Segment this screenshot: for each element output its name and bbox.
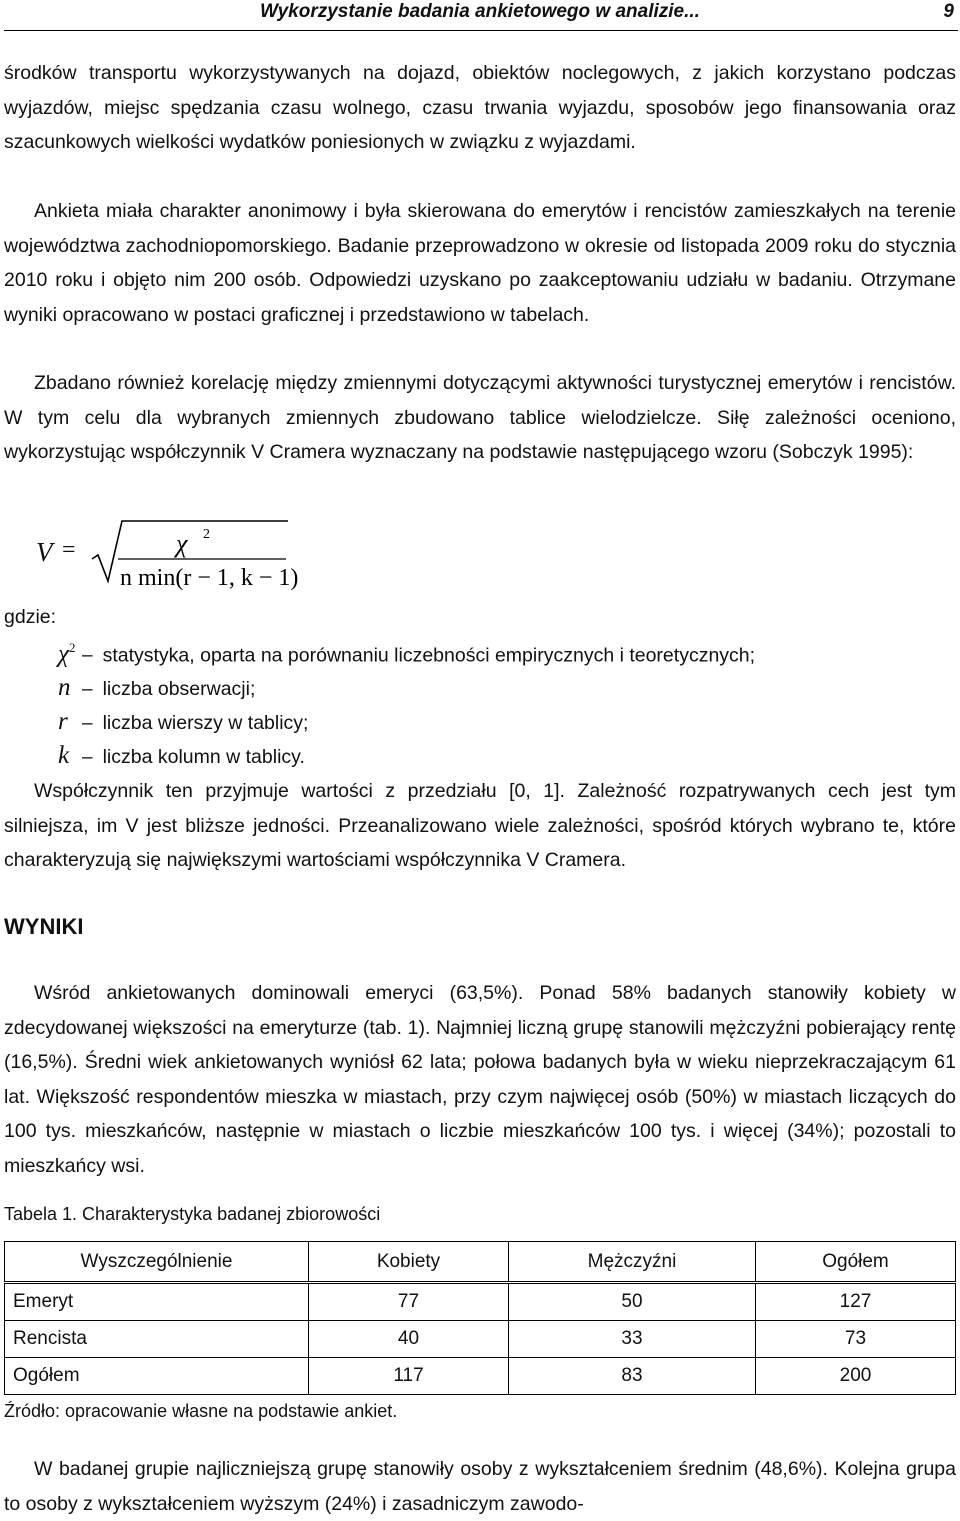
formula-denominator: n min(r − 1, k − 1)	[120, 565, 299, 591]
paragraph-results: Wśród ankietowanych dominowali emeryci (63,5%). Ponad 58% badanych stanowiły kobiety w zdecydowanej większości na emeryturze (tab. 1). Najmniej liczną grupę stanowili mężczyźni pobierający rentę (16,5%). Średni wiek ankietowanych wyniósł 62 lata; połowa badanych była w wieku nieprzekraczającym 61 lat. Większość respondentów mieszka w miastach, przy czym najwięcej osób (50%) w miastach liczących do 100 tys. mieszkańców, następnie w miastach o liczbie mieszkańców 100 tys. i więcej (34%); pozostali to mieszkańcy wsi.	[4, 982, 956, 1177]
table-caption: Tabela 1. Charakterystyka badanej zbiorowości	[4, 1204, 381, 1224]
paragraph-coefficient: Współczynnik ten przyjmuje wartości z przedziału [0, 1]. Zależność rozpatrywanych cech jest tym silniejsza, im V jest bliższe jedności. Przeanalizowano wiele zależności, spośród których wybrano te, które charakteryzują się największymi wartościami współczynnika V Cramera.	[4, 780, 956, 871]
characteristics-table	[4, 1241, 956, 1395]
table-header-cell: Ogółem	[756, 1242, 956, 1283]
table-cell: 200	[756, 1358, 956, 1395]
table-cell: 73	[756, 1321, 956, 1358]
table-cell: Ogółem	[5, 1358, 309, 1395]
table-header-cell: Mężczyźni	[509, 1242, 756, 1283]
running-header	[4, 0, 958, 31]
table-cell: 50	[509, 1283, 756, 1321]
table-row	[5, 1358, 956, 1395]
formula-lhs: V	[36, 537, 53, 567]
legend-text: liczba wierszy w tablicy;	[102, 712, 309, 734]
running-header-title: Wykorzystanie badania ankietowego w analizie...	[260, 1, 700, 22]
legend-dash: –	[82, 679, 93, 700]
table-cell: 40	[309, 1321, 509, 1358]
paragraph-education: W badanej grupie najliczniejszą grupę stanowiły osoby z wykształceniem średnim (48,6%). Kolejna grupa to osoby z wykształceniem wyższym (24%) i zasadniczym zawodo-	[4, 1458, 956, 1515]
table-header-cell: Kobiety	[309, 1242, 509, 1283]
legend-text: liczba obserwacji;	[102, 678, 256, 700]
formula-exponent: 2	[203, 527, 210, 542]
paragraph-transport: środków transportu wykorzystywanych na dojazd, obiektów noclegowych, z jakich korzystano podczas wyjazdów, miejsc spędzania czasu wolnego, czasu trwania wyjazdu, sposobów jego finansowania oraz szacunkowych wielkości wydatków poniesionych w związku z wyjazdami.	[4, 62, 956, 153]
formula-radical	[36, 515, 336, 595]
table-cell: Emeryt	[5, 1283, 309, 1321]
formula-numerator: χ	[176, 529, 188, 558]
paragraph-correlation: Zbadano również korelację między zmiennymi dotyczącymi aktywności turystycznej emerytów i rencistów. W tym celu dla wybranych zmiennych zbudowano tablice wielodzielcze. Siłę zależności oceniono, wykorzystując współczynnik V Cramera wyznaczany na podstawie następującego wzoru (Sobczyk 1995):	[4, 372, 956, 463]
legend-n	[58, 674, 255, 706]
page-number: 9	[943, 1, 954, 22]
cramer-v-formula	[36, 515, 336, 595]
legend-chi-square	[58, 640, 755, 672]
paragraph-survey: Ankieta miała charakter anonimowy i była skierowana do emerytów i rencistów zamieszkałych na terenie województwa zachodniopomorskiego. Badanie przeprowadzono w okresie od listopada 2009 roku do stycznia 2010 roku i objęto nim 200 osób. Odpowiedzi uzyskano po zaakceptowaniu udziału w badaniu. Otrzymane wyniki opracowano w postaci graficznej i przedstawiono w tabelach.	[4, 200, 956, 326]
legend-symbol: n	[58, 674, 71, 701]
legend-k	[58, 742, 305, 774]
legend-symbol: k	[58, 742, 70, 769]
gdzie-label: gdzie:	[4, 606, 57, 628]
legend-text: statystyka, oparta na porównaniu liczebności empirycznych i teoretycznych;	[102, 644, 756, 667]
table-row	[5, 1283, 956, 1321]
legend-dash: –	[82, 747, 93, 768]
table-cell: Rencista	[5, 1321, 309, 1358]
legend-dash: –	[82, 713, 93, 734]
section-heading-wyniki: WYNIKI	[4, 914, 84, 939]
legend-dash: –	[82, 645, 93, 667]
formula-equals: =	[62, 537, 76, 563]
table-header-row	[5, 1242, 956, 1283]
legend-text: liczba kolumn w tablicy.	[102, 746, 305, 768]
table-cell: 77	[309, 1283, 509, 1321]
table-header-cell: Wyszczególnienie	[5, 1242, 309, 1283]
table-cell: 33	[509, 1321, 756, 1358]
table-cell: 127	[756, 1283, 956, 1321]
table-row	[5, 1321, 956, 1358]
legend-symbol: r	[58, 708, 68, 735]
table-cell: 117	[309, 1358, 509, 1395]
table-cell: 83	[509, 1358, 756, 1395]
legend-r	[58, 708, 308, 740]
table-source: Źródło: opracowanie własne na podstawie ankiet.	[4, 1401, 398, 1421]
legend-symbol: $\chi^2$	[58, 640, 76, 668]
